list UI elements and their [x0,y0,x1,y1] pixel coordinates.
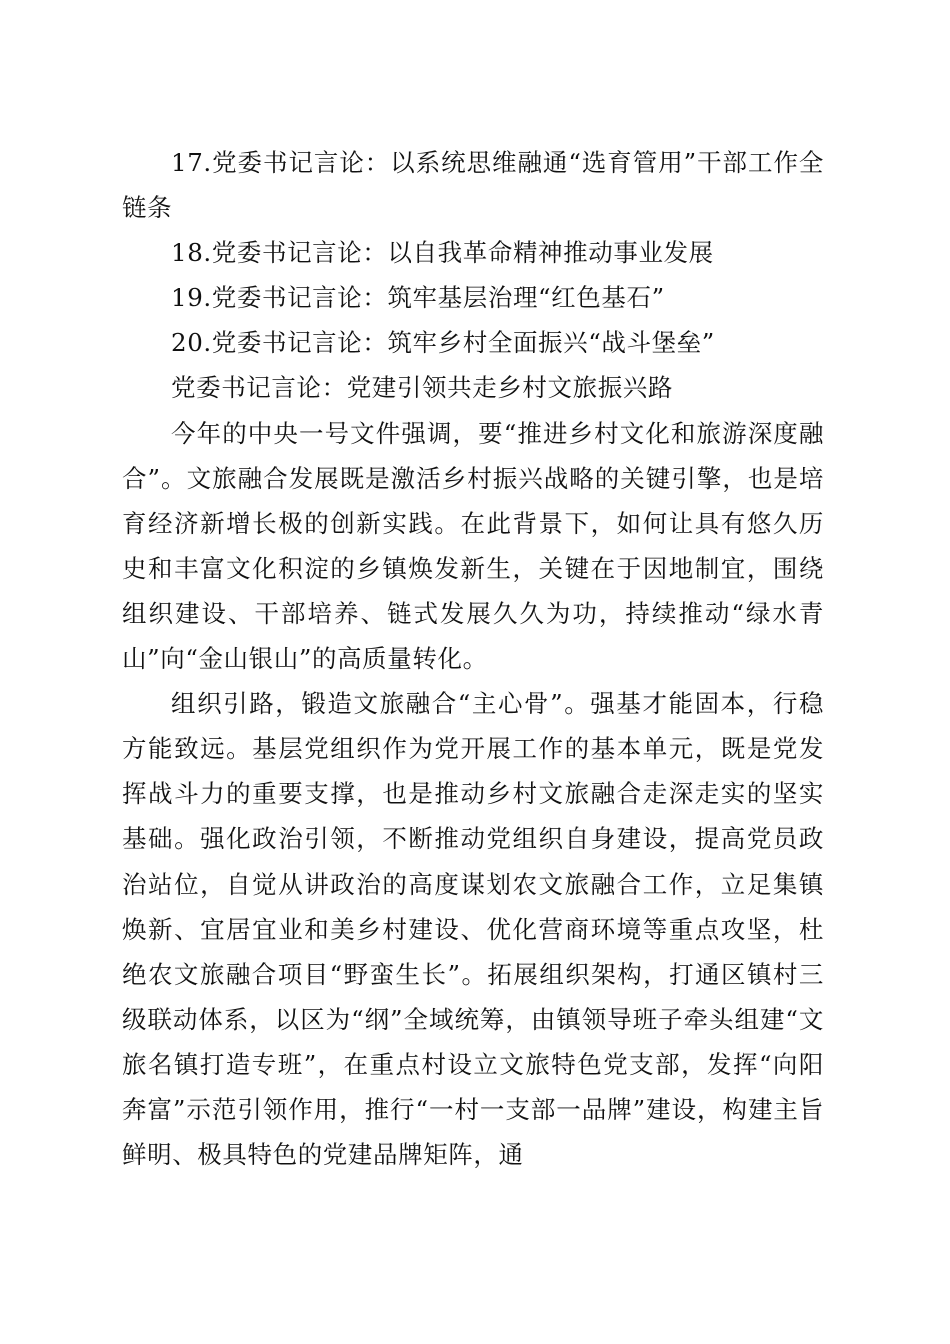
list-item-19: 19.党委书记言论：筑牢基层治理“红色基石” [171,283,665,313]
list-item-20: 20.党委书记言论：筑牢乡村全面振兴“战斗堡垒” [171,328,715,358]
list-item-17: 17.党委书记言论：以系统思维融通“选育管用”干部工作全链条 [122,148,824,223]
article-title: 党委书记言论：党建引领共走乡村文旅振兴路 [171,373,673,403]
list-item-18: 18.党委书记言论：以自我革命精神推动事业发展 [171,238,714,268]
document-body [122,140,824,1177]
paragraph-intro: 今年的中央一号文件强调，要“推进乡村文化和旅游深度融合”。文旅融合发展既是激活乡村振兴战略的关键引擎，也是培育经济新增长极的创新实践。在此背景下，如何让具有悠久历史和丰富文化积淀的乡镇焕发新生，关键在于因地制宜，围绕组织建设、干部培养、链式发展久久为功，持续推动“绿水青山”向“金山银山”的高质量转化。 [122,418,824,674]
paragraph-organization: 组织引路，锻造文旅融合“主心骨”。强基才能固本，行稳方能致远。基层党组织作为党开展工作的基本单元，既是党发挥战斗力的重要支撑，也是推动乡村文旅融合走深走实的坚实基础。强化政治引领，不断推动党组织自身建设，提高党员政治站位，自觉从讲政治的高度谋划农文旅融合工作，立足集镇焕新、宜居宜业和美乡村建设、优化营商环境等重点攻坚，杜绝农文旅融合项目“野蛮生长”。拓展组织架构，打通区镇村三级联动体系，以区为“纲”全域统筹，由镇领导班子牵头组建“文旅名镇打造专班”，在重点村设立文旅特色党支部，发挥“向阳奔富”示范引领作用，推行“一村一支部一品牌”建设，构建主旨鲜明、极具特色的党建品牌矩阵，通 [122,689,824,1170]
